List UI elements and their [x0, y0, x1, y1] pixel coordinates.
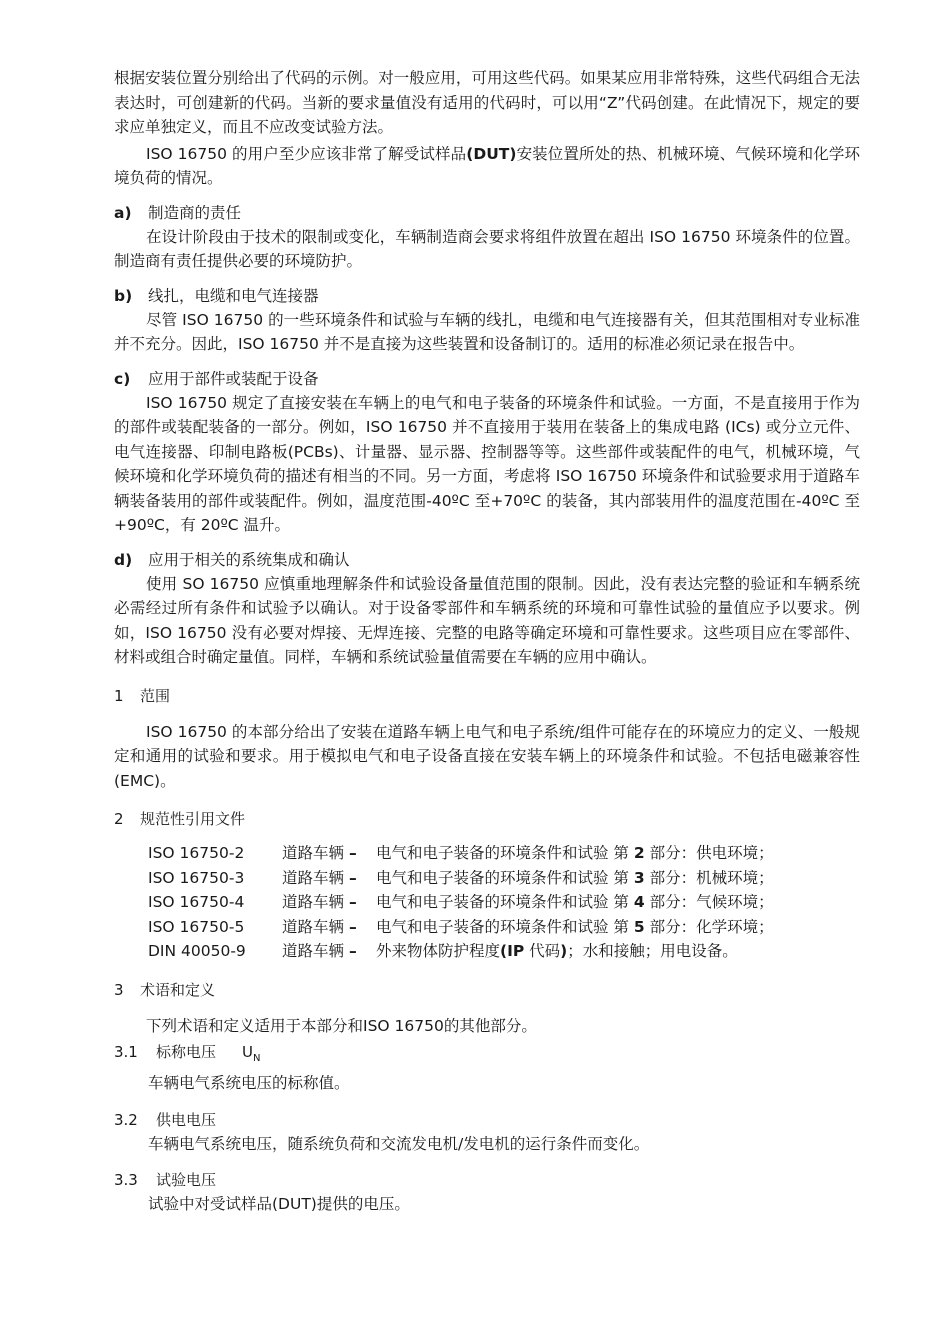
- ref-title-text: 道路车辆: [282, 868, 345, 887]
- ref-title: [282, 841, 376, 866]
- definition-body: 车辆电气系统电压的标称值。: [148, 1074, 350, 1092]
- ref-desc-a: 电气和电子装备的环境条件和试验 第: [376, 917, 629, 936]
- ref-title-text: 道路车辆: [282, 942, 345, 960]
- ref-title-text: 道路车辆: [282, 917, 345, 936]
- ref-dash: –: [348, 893, 357, 911]
- definition-head: [114, 1040, 860, 1071]
- ref-code: ISO 16750-4: [148, 893, 245, 911]
- intro-paragraph-1: 根据安装位置分别给出了代码的示例。对一般应用，可用这些代码。如果某应用非常特殊，这些代码组合无法表达时，可创建新的代码。当新的要求量值没有适用的代码时，可以用“Z”代码创建。在此情况下，规定的要求应单独定义，而且不应改变试验方法。: [114, 69, 860, 136]
- ref-desc-b: 部分：化学环境；: [649, 917, 774, 936]
- item-a-head: [114, 201, 860, 225]
- ref-code: ISO 16750-5: [148, 917, 245, 936]
- intro-p2-post: 安装位置所处的热、机械环境、气候环境和化学环境负荷的情况。: [114, 144, 860, 187]
- definition-body: 车辆电气系统电压，随系统负荷和交流发电机/发电机的运行条件而变化。: [148, 1134, 650, 1153]
- definition-3-3: [114, 1168, 860, 1217]
- ref-desc-a: 电气和电子装备的环境条件和试验 第: [376, 868, 629, 887]
- section-title: 术语和定义: [140, 980, 216, 999]
- ref-part: 2: [633, 844, 645, 862]
- ref-code: ISO 16750-2: [148, 844, 245, 862]
- section-number: 3: [114, 980, 124, 999]
- section-3-heading: [114, 978, 860, 1002]
- ref-title: [282, 915, 376, 940]
- section-1-heading: [114, 684, 860, 708]
- ref-desc: [376, 841, 860, 866]
- symbol-subscript: N: [253, 1053, 261, 1064]
- item-body: 在设计阶段由于技术的限制或变化，车辆制造商会要求将组件放置在超出 ISO 16750 环境条件的位置。制造商有责任提供必要的环境防护。: [114, 227, 860, 270]
- ref-title-text: 道路车辆: [282, 893, 345, 911]
- ref-title-text: 道路车辆: [282, 844, 345, 862]
- ref-bold-2: ): [560, 942, 568, 960]
- item-label: b): [114, 286, 133, 305]
- ref-bold: (IP: [500, 942, 525, 960]
- item-title: 应用于部件或装配于设备: [148, 369, 319, 388]
- intro-p2-bold: (DUT): [466, 144, 517, 163]
- ref-title: [282, 939, 376, 964]
- ref-dash: –: [348, 942, 357, 960]
- item-d: [114, 548, 860, 670]
- section-number: 2: [114, 810, 124, 828]
- ref-dash: –: [348, 868, 357, 887]
- definition-head: [114, 1108, 860, 1132]
- section-3-intro: 下列术语和定义适用于本部分和ISO 16750的其他部分。: [146, 1016, 537, 1035]
- symbol-letter: U: [242, 1043, 253, 1061]
- definition-number: 3.3: [114, 1171, 138, 1189]
- section-1-body: ISO 16750 的本部分给出了安装在道路车辆上电气和电子系统/组件可能存在的环境应力的定义、一般规定和通用的试验和要求。用于模拟电气和电子设备直接在安装车辆上的环境条件和试验。不包括电磁兼容性(EMC)。: [114, 722, 860, 790]
- section-title: 规范性引用文件: [140, 810, 246, 828]
- item-title: 应用于相关的系统集成和确认: [148, 550, 350, 569]
- ref-desc-a: 外来物体防护程度: [376, 942, 501, 960]
- item-body: ISO 16750 规定了直接安装在车辆上的电气和电子装备的环境条件和试验。一方面，不是直接用于作为的部件或装配装备的一部分。例如，ISO 16750 并不直接用于装用在装备上的集成电路 (ICs) 或分立元件、电气连接器、印制电路板(PCBs)、计量器、显示器、控制器等等。这些部件或装配件的电气，机械环境，气候环境和化学环境负荷的描述有相当的不同。另一方面，考虑将 ISO 16750 环境条件和试验要求用于道路车辆装备装用的部件或装配件。例如，温度范围-40ºC 至+70ºC 的装备，其内部装用件的温度范围在-40ºC 至+90ºC，有 20ºC 温升。: [114, 393, 860, 534]
- item-title: 线扎，电缆和电气连接器: [148, 286, 319, 305]
- reference-row: [148, 890, 860, 915]
- ref-desc-mid: 代码: [524, 942, 561, 960]
- ref-dash: –: [348, 844, 357, 862]
- definition-symbol: [242, 1040, 260, 1071]
- item-c-head: [114, 367, 860, 391]
- ref-code: DIN 40050-9: [148, 942, 246, 960]
- item-label: d): [114, 550, 133, 569]
- item-label: a): [114, 203, 132, 222]
- ref-desc-a: 电气和电子装备的环境条件和试验 第: [376, 893, 629, 911]
- definition-number: 3.2: [114, 1110, 138, 1129]
- ref-code: ISO 16750-3: [148, 868, 245, 887]
- ref-desc-a: 电气和电子装备的环境条件和试验 第: [376, 844, 629, 862]
- item-b: [114, 284, 860, 357]
- reference-list: [148, 841, 860, 964]
- definition-term: 标称电压: [156, 1043, 217, 1061]
- ref-desc: [376, 890, 860, 915]
- document-page: [114, 66, 860, 1217]
- reference-row: [148, 915, 860, 940]
- ref-desc-b: 部分：气候环境；: [649, 893, 774, 911]
- item-body: 尽管 ISO 16750 的一些环境条件和试验与车辆的线扎，电缆和电气连接器有关，但其范围相对专业标准并不充分。因此，ISO 16750 并不是直接为这些装置和设备制订的。适用的标准必须记录在报告中。: [114, 310, 860, 353]
- ref-desc: [376, 915, 860, 940]
- definition-3-2: [114, 1108, 860, 1157]
- item-label: c): [114, 369, 131, 388]
- reference-row: [148, 841, 860, 866]
- section-2-heading: [114, 807, 860, 831]
- ref-title: [282, 890, 376, 915]
- reference-row-din: [148, 939, 860, 964]
- ref-desc: [376, 939, 860, 964]
- ref-title: [282, 866, 376, 891]
- definition-term: 试验电压: [156, 1171, 217, 1189]
- item-a: [114, 201, 860, 274]
- item-c: [114, 367, 860, 538]
- item-d-head: [114, 548, 860, 572]
- ref-dash: –: [348, 917, 357, 936]
- definition-body: 试验中对受试样品(DUT)提供的电压。: [148, 1195, 410, 1213]
- ref-desc-b: 部分：机械环境；: [649, 868, 774, 887]
- intro-p2-pre: ISO 16750 的用户至少应该非常了解受试样品: [146, 144, 467, 163]
- section-title: 范围: [140, 686, 171, 705]
- ref-part: 4: [633, 893, 645, 911]
- definition-3-1: [114, 1040, 860, 1096]
- intro-paragraph-2: [114, 142, 860, 191]
- item-body: 使用 SO 16750 应慎重地理解条件和试验设备量值范围的限制。因此，没有表达完整的验证和车辆系统必需经过所有条件和试验予以确认。对于设备零部件和车辆系统的环境和可靠性试验的量值应予以要求。例如，ISO 16750 没有必要对焊接、无焊连接、完整的电路等确定环境和可靠性要求。这些项目应在零部件、材料或组合时确定量值。同样，车辆和系统试验量值需要在车辆的应用中确认。: [114, 574, 860, 666]
- item-b-head: [114, 284, 860, 308]
- ref-part: 3: [633, 868, 645, 887]
- ref-part: 5: [633, 917, 645, 936]
- definition-number: 3.1: [114, 1043, 138, 1061]
- definition-head: [114, 1168, 860, 1192]
- item-title: 制造商的责任: [148, 203, 242, 222]
- section-number: 1: [114, 686, 124, 705]
- reference-row: [148, 866, 860, 891]
- definition-term: 供电电压: [156, 1110, 217, 1129]
- ref-desc: [376, 866, 860, 891]
- ref-desc-b: 部分：供电环境；: [649, 844, 774, 862]
- ref-desc-b: ；水和接触；用电设备。: [567, 942, 738, 960]
